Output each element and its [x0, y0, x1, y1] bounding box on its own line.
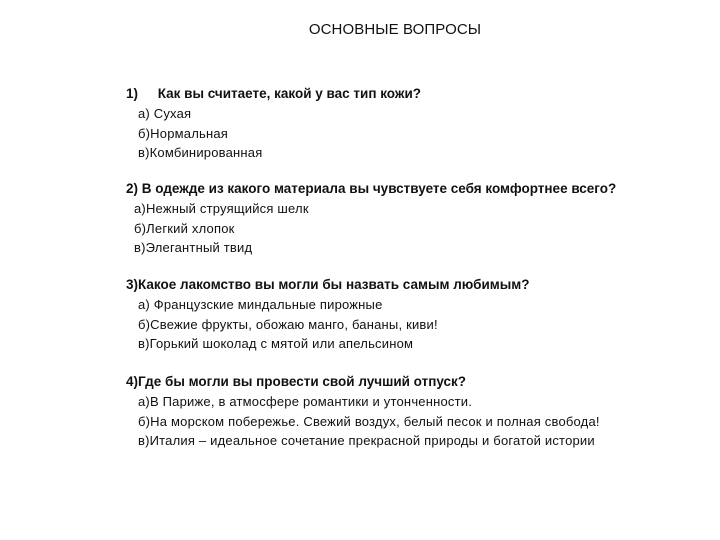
question-2 [126, 179, 616, 199]
question-number: 1) [126, 86, 139, 101]
question-3 [126, 275, 530, 295]
question-block-3 [126, 275, 530, 354]
answer-option-a: а) Французские миндальные пирожные [138, 297, 383, 312]
answer-option-c: в)Комбинированная [138, 145, 263, 160]
question-text: Какое лакомство вы могли бы назвать самым любимым? [138, 277, 530, 292]
answer-option-a: а)Нежный струящийся шелк [134, 201, 309, 216]
question-1 [126, 84, 421, 104]
question-number: 2) [126, 181, 139, 196]
answer-option-a: а)В Париже, в атмосфере романтики и утонченности. [138, 394, 473, 409]
answer-option-c: в)Горький шоколад с мятой или апельсином [138, 336, 414, 351]
answer-option-b: б)Нормальная [138, 125, 228, 141]
question-number: 3) [126, 277, 139, 292]
answer-option-b: б)Свежие фрукты, обожаю манго, бананы, киви! [138, 316, 438, 332]
answer-option-c: в)Элегантный твид [134, 240, 253, 255]
answer-option-c: в)Италия – идеальное сочетание прекрасной природы и богатой истории [138, 433, 595, 448]
question-text: Где бы могли вы провести свой лучший отпуск? [138, 374, 467, 389]
question-4 [126, 372, 600, 392]
question-block-4 [126, 372, 600, 451]
question-text: Как вы считаете, какой у вас тип кожи? [157, 86, 421, 101]
answer-option-b: б)Легкий хлопок [134, 220, 235, 236]
question-text: В одежде из какого материала вы чувствуете себя комфортнее всего? [141, 181, 617, 196]
question-number: 4) [126, 374, 139, 389]
question-block-2 [126, 179, 616, 258]
answer-option-a: а) Сухая [138, 106, 192, 121]
page-title: ОСНОВНЫЕ ВОПРОСЫ [308, 21, 482, 38]
question-block-1 [126, 84, 421, 163]
answer-option-b: б)На морском побережье. Свежий воздух, белый песок и полная свобода! [138, 413, 600, 429]
